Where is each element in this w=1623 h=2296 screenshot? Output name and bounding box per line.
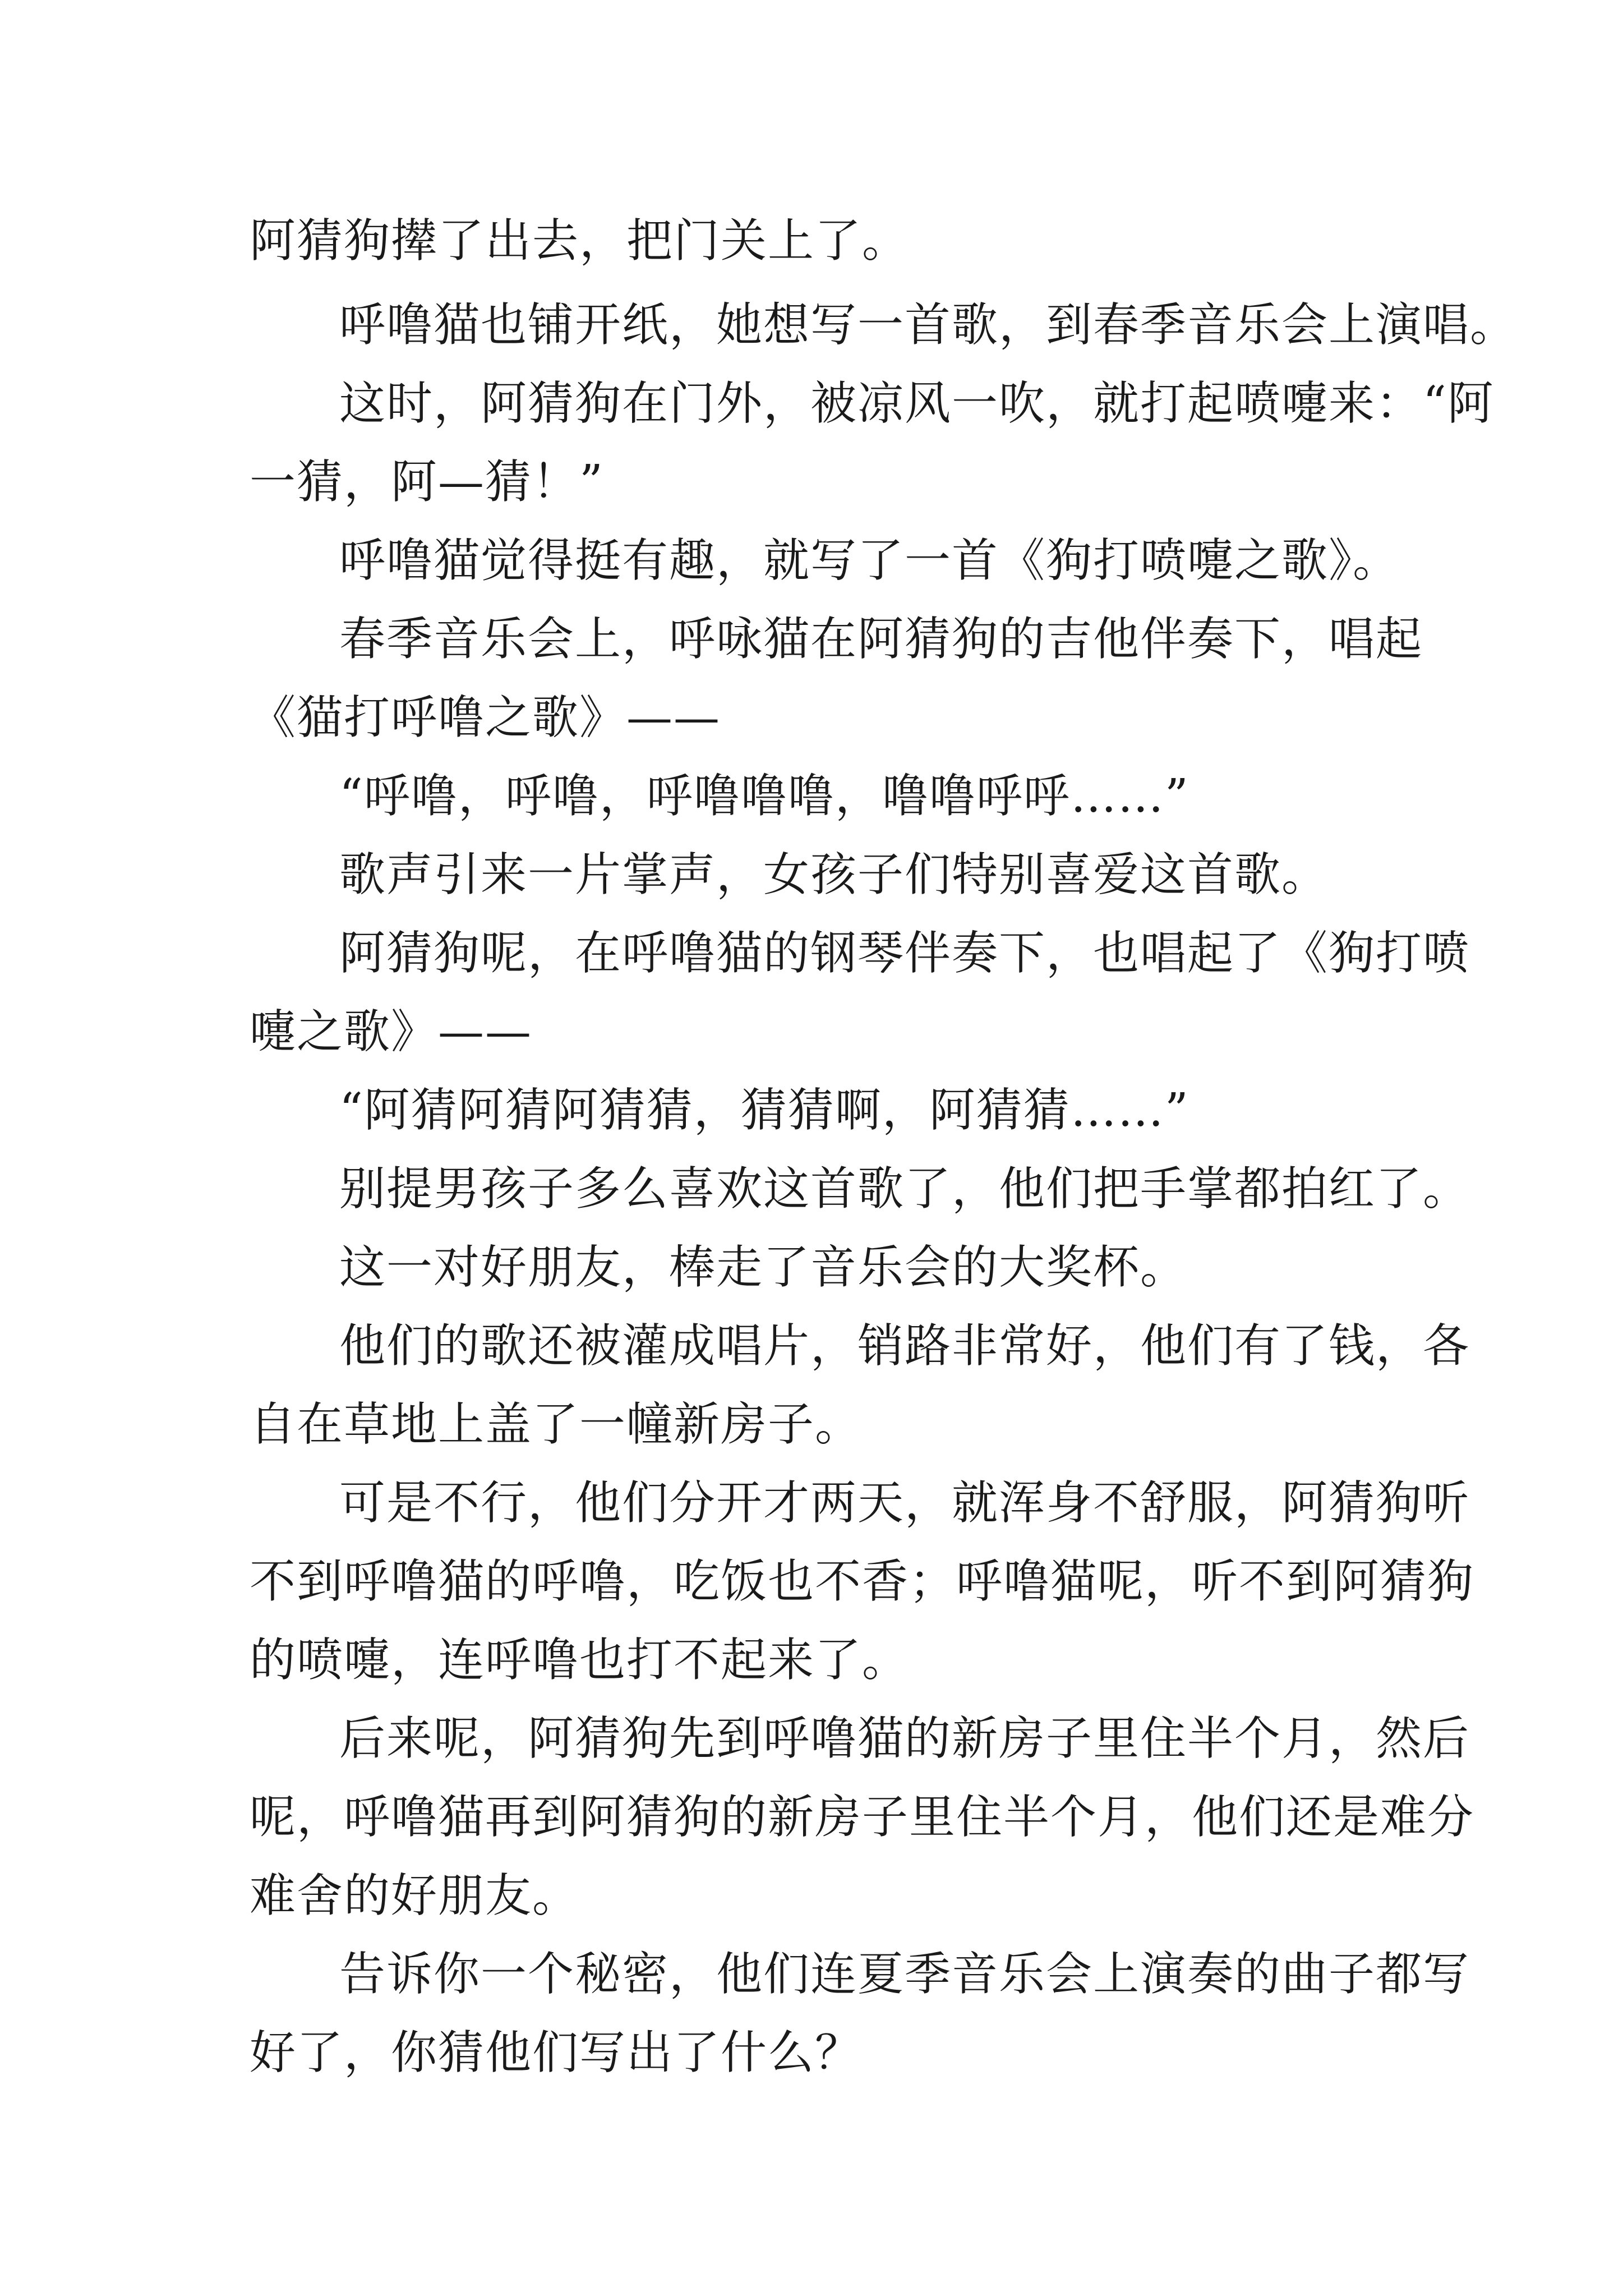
text-line: 嚏之歌》—— (250, 1005, 533, 1059)
text-line: 《猫打呼噜之歌》—— (250, 691, 721, 744)
text-line: 呼噜猫觉得挺有趣，就写了一首《狗打喷嚏之歌》。 (339, 534, 1400, 587)
text-line: 呼噜猫也铺开纸，她想写一首歌，到春季音乐会上演唱。 (339, 298, 1518, 352)
text-line: 春季音乐会上，呼咏猫在阿猜狗的吉他伴奏下，唱起 (339, 613, 1423, 666)
text-line: 可是不行，他们分开才两天，就浑身不舒服，阿猜狗听 (339, 1476, 1470, 1530)
text-line: 好了，你猜他们写出了什么？ (250, 2026, 863, 2079)
text-line: 呢，呼噜猫再到阿猜狗的新房子里住半个月，他们还是难分 (250, 1791, 1475, 1844)
text-line: 这一对好朋友，棒走了音乐会的大奖杯。 (339, 1241, 1188, 1294)
text-line: “呼噜，呼噜，呼噜噜噜，噜噜呼呼……” (339, 770, 1189, 823)
text-line: 不到呼噜猫的呼噜，吃饭也不香；呼噜猫呢，听不到阿猜狗 (250, 1555, 1475, 1608)
text-line: “阿猜阿猜阿猜猜，猜猜啊，阿猜猜……” (339, 1084, 1189, 1137)
text-line: 后来呢，阿猜狗先到呼噜猫的新房子里住半个月，然后 (339, 1712, 1470, 1765)
text-line: 告诉你一个秘密，他们连夏季音乐会上演奏的曲子都写 (339, 1948, 1470, 2001)
text-line: 难舍的好朋友。 (250, 1869, 580, 1922)
text-line: 别提男孩子多么喜欢这首歌了，他们把手掌都拍红了。 (339, 1162, 1470, 1216)
text-line: 阿猜狗呢，在呼噜猫的钢琴伴奏下，也唱起了《狗打喷 (339, 927, 1470, 980)
text-line: 自在草地上盖了一幢新房子。 (250, 1398, 863, 1451)
text-line: 他们的歌还被灌成唱片，销路非常好，他们有了钱，各 (339, 1319, 1470, 1373)
text-line: 歌声引来一片掌声，女孩子们特别喜爱这首歌。 (339, 848, 1329, 901)
text-line: 一猜，阿—猜！” (250, 455, 604, 509)
text-line: 的喷嚏，连呼噜也打不起来了。 (250, 1634, 910, 1687)
text-line: 阿猜狗撵了出去，把门关上了。 (250, 214, 910, 268)
text-line: 这时，阿猜狗在门外，被凉风一吹，就打起喷嚏来：“阿 (339, 377, 1495, 430)
